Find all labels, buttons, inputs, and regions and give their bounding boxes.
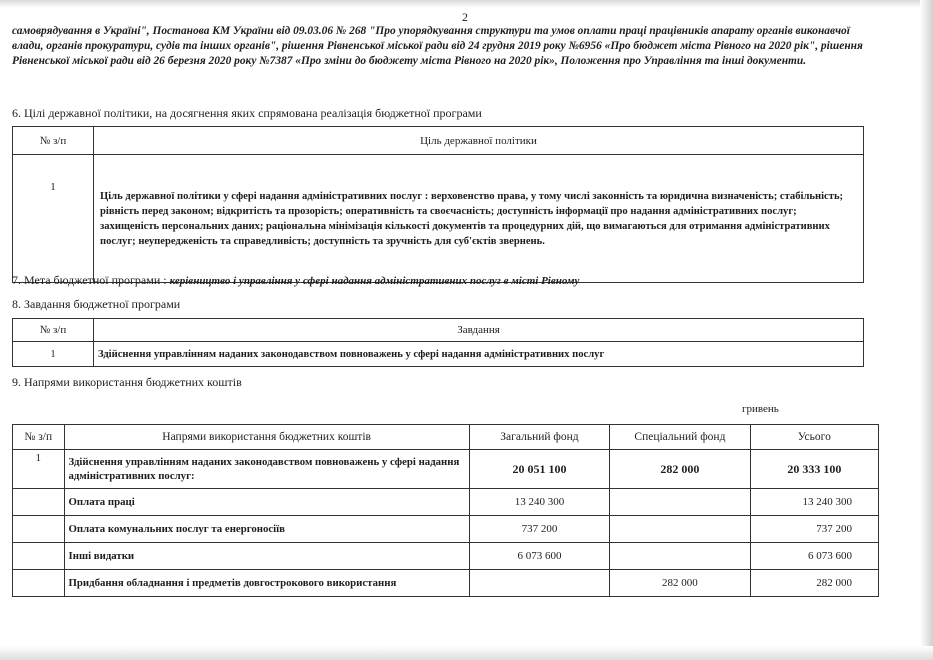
policy-goals-table <box>12 126 864 283</box>
scan-edge-top <box>0 0 933 8</box>
column-header-special-fund: Спеціальний фонд <box>610 425 750 450</box>
direction-name: Придбання обладнання і предметів довгострокового використання <box>64 570 469 597</box>
general-fund-value: 20 051 100 <box>469 450 609 489</box>
special-fund-value <box>610 489 750 516</box>
table-row <box>13 342 864 367</box>
row-num <box>13 516 65 543</box>
total-value: 282 000 <box>750 570 878 597</box>
table-row <box>13 570 879 597</box>
direction-name: Інші видатки <box>64 543 469 570</box>
total-value: 737 200 <box>750 516 878 543</box>
total-value: 13 240 300 <box>750 489 878 516</box>
budget-directions-table <box>12 424 879 597</box>
section-7-label: 7. Мета бюджетної програми : <box>12 273 167 287</box>
general-fund-value: 737 200 <box>469 516 609 543</box>
section-9-heading: 9. Напрями використання бюджетних коштів <box>12 375 242 389</box>
total-value: 6 073 600 <box>750 543 878 570</box>
table-row <box>13 516 879 543</box>
task-text: Здійснення управлінням наданих законодавством повноважень у сфері надання адміністративних послуг <box>94 342 864 367</box>
special-fund-value <box>610 543 750 570</box>
table-row <box>13 543 879 570</box>
row-num: 1 <box>13 155 94 283</box>
row-num <box>13 543 65 570</box>
row-num: 1 <box>13 450 65 489</box>
page-number: 2 <box>462 10 468 24</box>
row-num: 1 <box>13 342 94 367</box>
column-header-num: № з/п <box>13 127 94 155</box>
goal-text: Ціль державної політики у сфері надання адміністративних послуг : верховенство права, у тому числі законність та юридична визначеність; стабільність; рівність перед законом; відкритість та прозорість; оперативність та своєчасність; доступність інформації про надання адміністративних послуг; захищеність персональних даних; раціональна мінімізація кількості документів та процедурних дій, що вимагаються для отримання адміністративних послуг; неупередженість та справедливість; доступність та зручність для суб'єктів звернень. <box>94 155 864 283</box>
general-fund-value: 6 073 600 <box>469 543 609 570</box>
row-num <box>13 570 65 597</box>
column-header-general-fund: Загальний фонд <box>469 425 609 450</box>
table-header-row <box>13 127 864 155</box>
section-6-heading: 6. Цілі державної політики, на досягнення яких спрямована реалізація бюджетної програми <box>12 106 482 120</box>
table-header-row <box>13 425 879 450</box>
section-7-value: керівництво і управління у сфері надання адміністративних послуг в місті Рівному <box>169 275 580 287</box>
table-row <box>13 489 879 516</box>
table-row <box>13 450 879 489</box>
column-header-task: Завдання <box>94 319 864 342</box>
table-row <box>13 155 864 283</box>
column-header-num: № з/п <box>13 425 65 450</box>
column-header-num: № з/п <box>13 319 94 342</box>
special-fund-value: 282 000 <box>610 570 750 597</box>
column-header-direction: Напрями використання бюджетних коштів <box>64 425 469 450</box>
special-fund-value: 282 000 <box>610 450 750 489</box>
direction-name: Оплата комунальних послуг та енергоносіїв <box>64 516 469 543</box>
row-num <box>13 489 65 516</box>
scan-edge-bottom <box>0 646 933 660</box>
currency-unit: гривень <box>742 403 779 415</box>
general-fund-value <box>469 570 609 597</box>
column-header-total: Усього <box>750 425 878 450</box>
special-fund-value <box>610 516 750 543</box>
intro-paragraph: самоврядування в Україні", Постанова КМ України від 09.03.06 № 268 "Про упорядкування структури та умов оплати праці працівників апарату органів виконавчої влади, органів прокуратури, судів та інших органів", рішення Рівненської міської ради від 24 грудня 2019 року №6956 «Про бюджет міста Рівного на 2020 рік", рішення Рівненської міської ради від 26 березня 2020 року №7387 «Про зміни до бюджету міста Рівного на 2020 рік», Положення про Управління та інші документи. <box>12 25 863 67</box>
section-8-heading: 8. Завдання бюджетної програми <box>12 297 181 311</box>
scan-edge-right <box>920 0 933 660</box>
tasks-table <box>12 318 864 367</box>
total-value: 20 333 100 <box>750 450 878 489</box>
section-7-heading <box>12 273 579 288</box>
table-header-row <box>13 319 864 342</box>
column-header-goal: Ціль державної політики <box>94 127 864 155</box>
general-fund-value: 13 240 300 <box>469 489 609 516</box>
direction-name: Здійснення управлінням наданих законодавством повноважень у сфері надання адміністративних послуг: <box>64 450 469 489</box>
direction-name: Оплата праці <box>64 489 469 516</box>
